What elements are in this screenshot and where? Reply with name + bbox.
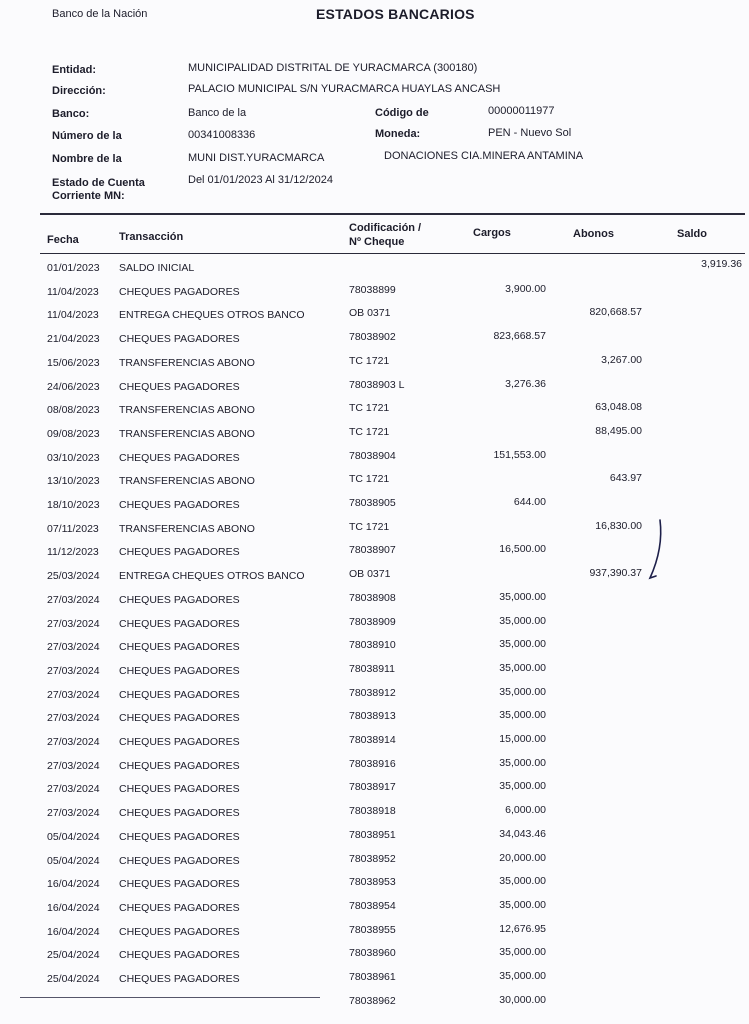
table-row — [0, 661, 749, 689]
row-transaction: CHEQUES PAGADORES — [119, 451, 240, 464]
table-row — [0, 709, 749, 736]
row-date: 11/04/2023 — [47, 285, 99, 298]
row-transaction: CHEQUES PAGADORES — [119, 546, 240, 559]
row-transaction: CHEQUES PAGADORES — [119, 854, 240, 867]
row-code: TC 1721 — [349, 402, 390, 415]
row-saldo: 3,919.36 — [701, 258, 742, 270]
bank-name: Banco de la Nación — [52, 8, 148, 20]
table-row — [0, 306, 749, 333]
col-fecha: Fecha — [47, 234, 79, 246]
row-transaction: CHEQUES PAGADORES — [119, 759, 240, 772]
row-code: TC 1721 — [349, 520, 390, 533]
row-code: 78038952 — [349, 852, 396, 865]
table-row — [0, 685, 749, 713]
row-code: 78038905 — [349, 497, 396, 509]
row-date: 08/08/2023 — [47, 404, 100, 417]
row-cargo: 35,000.00 — [499, 898, 546, 911]
codigo-value: 00000011977 — [488, 105, 555, 117]
col-cargos: Cargos — [473, 227, 511, 239]
row-code: 78038908 — [349, 591, 396, 604]
row-cargo: 16,500.00 — [499, 543, 546, 556]
row-transaction: CHEQUES PAGADORES — [119, 949, 240, 962]
row-transaction: ENTREGA CHEQUES OTROS BANCO — [119, 570, 305, 583]
row-date: 01/01/2023 — [47, 262, 100, 274]
row-transaction: CHEQUES PAGADORES — [119, 617, 240, 630]
row-code: 78038899 — [349, 283, 396, 296]
row-abono: 3,267.00 — [601, 353, 642, 366]
row-cargo: 30,000.00 — [499, 993, 546, 1006]
row-code: 78038954 — [349, 899, 396, 912]
row-cargo: 35,000.00 — [499, 946, 546, 959]
row-code: 78038907 — [349, 544, 396, 557]
row-abono: 16,830.00 — [595, 519, 642, 532]
row-date: 11/12/2023 — [47, 546, 99, 559]
row-date: 05/04/2024 — [47, 830, 100, 843]
row-abono: 820,668.57 — [589, 306, 642, 319]
row-date: 27/03/2024 — [47, 759, 100, 772]
banco-value: Banco de la — [188, 107, 247, 119]
row-code: 78038913 — [349, 710, 396, 723]
row-date: 18/10/2023 — [47, 499, 100, 511]
row-date: 27/03/2024 — [47, 593, 100, 606]
table-row — [0, 922, 749, 950]
row-cargo: 35,000.00 — [499, 661, 546, 674]
nombre-extra: DONACIONES CIA.MINERA ANTAMINA — [384, 150, 584, 162]
table-row — [0, 827, 749, 855]
row-date: 27/03/2024 — [47, 807, 100, 820]
row-abono: 643.97 — [609, 472, 642, 485]
row-date: 24/06/2023 — [47, 380, 100, 393]
row-code: 78038902 — [349, 331, 396, 344]
row-cargo: 34,043.46 — [499, 827, 546, 840]
header-top-rule — [40, 213, 745, 215]
moneda-value: PEN - Nuevo Sol — [488, 127, 572, 139]
direccion-value: PALACIO MUNICIPAL S/N YURACMARCA HUAYLAS ANCASH — [188, 83, 501, 95]
row-code: 78038912 — [349, 686, 396, 699]
row-cargo: 151,553.00 — [493, 448, 546, 461]
row-transaction: CHEQUES PAGADORES — [119, 380, 240, 393]
row-cargo: 35,000.00 — [499, 970, 546, 982]
estado-value: Del 01/01/2023 Al 31/12/2024 — [188, 174, 333, 186]
row-code: 78038914 — [349, 734, 396, 746]
row-transaction: CHEQUES PAGADORES — [119, 878, 240, 891]
row-transaction: CHEQUES PAGADORES — [119, 688, 240, 701]
row-transaction: CHEQUES PAGADORES — [119, 333, 240, 346]
table-row — [0, 756, 749, 784]
codigo-label: Código de — [375, 107, 429, 119]
row-date: 05/04/2024 — [47, 854, 100, 867]
row-transaction: CHEQUES PAGADORES — [119, 593, 240, 606]
row-transaction: CHEQUES PAGADORES — [119, 641, 240, 654]
row-code: 78038961 — [349, 971, 396, 983]
banco-label: Banco: — [52, 108, 90, 120]
row-date: 07/11/2023 — [47, 522, 99, 535]
row-code: TC 1721 — [349, 473, 390, 486]
table-row — [0, 472, 749, 499]
row-transaction: CHEQUES PAGADORES — [119, 925, 240, 938]
row-cargo: 644.00 — [513, 496, 546, 508]
estado-label-2: Corriente MN: — [52, 190, 125, 202]
row-date: 13/10/2023 — [47, 475, 100, 488]
row-cargo: 12,676.95 — [499, 922, 546, 935]
direccion-label: Dirección: — [52, 85, 106, 97]
col-codificacion: Codificación / — [349, 222, 422, 234]
row-code: 78038904 — [349, 449, 396, 462]
row-date: 27/03/2024 — [47, 617, 100, 630]
row-cargo: 3,900.00 — [505, 282, 546, 295]
row-cargo: 35,000.00 — [499, 780, 546, 793]
row-transaction: TRANSFERENCIAS ABONO — [119, 356, 255, 369]
row-transaction: TRANSFERENCIAS ABONO — [119, 427, 255, 440]
table-row — [0, 424, 749, 452]
row-cargo: 35,000.00 — [499, 685, 546, 698]
nombre-value: MUNI DIST.YURACMARCA — [188, 152, 325, 164]
entidad-value: MUNICIPALIDAD DISTRITAL DE YURACMARCA (300180) — [188, 62, 478, 74]
row-transaction: TRANSFERENCIAS ABONO — [119, 404, 255, 417]
row-cargo: 35,000.00 — [499, 709, 546, 722]
col-abonos: Abonos — [573, 228, 614, 240]
row-date: 16/04/2024 — [47, 878, 100, 891]
table-row — [0, 970, 749, 997]
moneda-label: Moneda: — [375, 128, 421, 140]
row-date: 11/04/2023 — [47, 309, 99, 322]
row-cargo: 35,000.00 — [499, 638, 546, 651]
row-transaction: TRANSFERENCIAS ABONO — [119, 522, 255, 535]
row-date: 27/03/2024 — [47, 736, 100, 748]
table-row — [0, 875, 749, 902]
table-row — [0, 258, 749, 286]
row-date: 27/03/2024 — [47, 688, 100, 701]
table-row — [0, 519, 749, 547]
row-cargo: 35,000.00 — [499, 756, 546, 769]
row-transaction: SALDO INICIAL — [119, 262, 195, 274]
row-date: 03/10/2023 — [47, 451, 100, 464]
row-date: 27/03/2024 — [47, 712, 100, 725]
row-code: 78038962 — [349, 994, 396, 1007]
row-date: 25/04/2024 — [47, 949, 100, 962]
table-row — [0, 993, 749, 1021]
table-row — [0, 567, 749, 594]
row-code: 78038951 — [349, 828, 396, 841]
row-transaction: CHEQUES PAGADORES — [119, 901, 240, 914]
table-row — [0, 804, 749, 831]
row-code: 78038911 — [349, 662, 395, 675]
row-transaction: CHEQUES PAGADORES — [119, 830, 240, 843]
row-code: 78038955 — [349, 923, 396, 936]
row-transaction: CHEQUES PAGADORES — [119, 499, 240, 511]
row-date: 15/06/2023 — [47, 356, 100, 369]
nombre-label: Nombre de la — [52, 153, 122, 165]
row-date: 27/03/2024 — [47, 664, 100, 677]
entidad-label: Entidad: — [52, 64, 96, 76]
row-cargo: 3,276.36 — [505, 377, 546, 390]
row-code: TC 1721 — [349, 425, 390, 438]
row-cargo: 35,000.00 — [499, 590, 546, 603]
row-date: 16/04/2024 — [47, 925, 100, 938]
row-date: 25/04/2024 — [47, 973, 100, 985]
row-code: 78038960 — [349, 947, 396, 960]
row-transaction: CHEQUES PAGADORES — [119, 664, 240, 677]
row-cargo: 823,668.57 — [493, 330, 546, 343]
row-code: 78038916 — [349, 757, 396, 770]
row-transaction: CHEQUES PAGADORES — [119, 285, 240, 298]
table-row — [0, 946, 749, 973]
handwritten-check-mark — [640, 516, 670, 586]
row-transaction: CHEQUES PAGADORES — [119, 736, 240, 748]
row-date: 25/03/2024 — [47, 570, 100, 583]
row-date: 27/03/2024 — [47, 783, 100, 796]
row-cargo: 35,000.00 — [499, 875, 546, 888]
row-code: 78038918 — [349, 805, 396, 818]
numero-value: 00341008336 — [188, 129, 256, 141]
row-code: 78038910 — [349, 639, 396, 652]
header-bottom-rule — [40, 253, 745, 254]
row-abono: 88,495.00 — [595, 424, 642, 437]
row-code: OB 0371 — [349, 568, 391, 581]
col-saldo: Saldo — [677, 228, 707, 240]
row-transaction: TRANSFERENCIAS ABONO — [119, 475, 255, 488]
row-code: TC 1721 — [349, 354, 390, 367]
table-row — [0, 638, 749, 665]
row-code: 78038953 — [349, 876, 396, 889]
row-date: 16/04/2024 — [47, 901, 100, 914]
row-abono: 63,048.08 — [595, 401, 642, 414]
col-cheque: Nº Cheque — [349, 236, 405, 248]
row-cargo: 6,000.00 — [505, 804, 546, 817]
row-cargo: 20,000.00 — [499, 851, 546, 864]
table-row — [0, 733, 749, 760]
row-date: 09/08/2023 — [47, 427, 100, 440]
row-transaction: ENTREGA CHEQUES OTROS BANCO — [119, 309, 305, 322]
numero-label: Número de la — [52, 130, 122, 142]
row-date: 21/04/2023 — [47, 333, 100, 346]
table-row — [0, 614, 749, 642]
row-cargo: 35,000.00 — [499, 614, 546, 627]
row-transaction: CHEQUES PAGADORES — [119, 973, 240, 985]
table-row — [0, 851, 749, 879]
estado-label-1: Estado de Cuenta — [52, 177, 145, 189]
col-transaccion: Transacción — [119, 231, 184, 243]
row-abono: 937,390.37 — [589, 567, 642, 580]
table-row — [0, 780, 749, 807]
document-title: ESTADOS BANCARIOS — [316, 6, 475, 22]
row-code: 78038903 L — [349, 378, 405, 391]
table-row — [0, 353, 749, 381]
row-transaction: CHEQUES PAGADORES — [119, 712, 240, 725]
row-code: 78038909 — [349, 615, 396, 628]
row-transaction: CHEQUES PAGADORES — [119, 783, 240, 796]
row-date: 27/03/2024 — [47, 641, 100, 654]
row-cargo: 15,000.00 — [499, 733, 546, 745]
bottom-rule — [20, 997, 320, 998]
row-transaction: CHEQUES PAGADORES — [119, 807, 240, 820]
row-code: 78038917 — [349, 781, 396, 794]
table-row — [0, 898, 749, 926]
table-row — [0, 590, 749, 618]
row-code: OB 0371 — [349, 307, 391, 320]
